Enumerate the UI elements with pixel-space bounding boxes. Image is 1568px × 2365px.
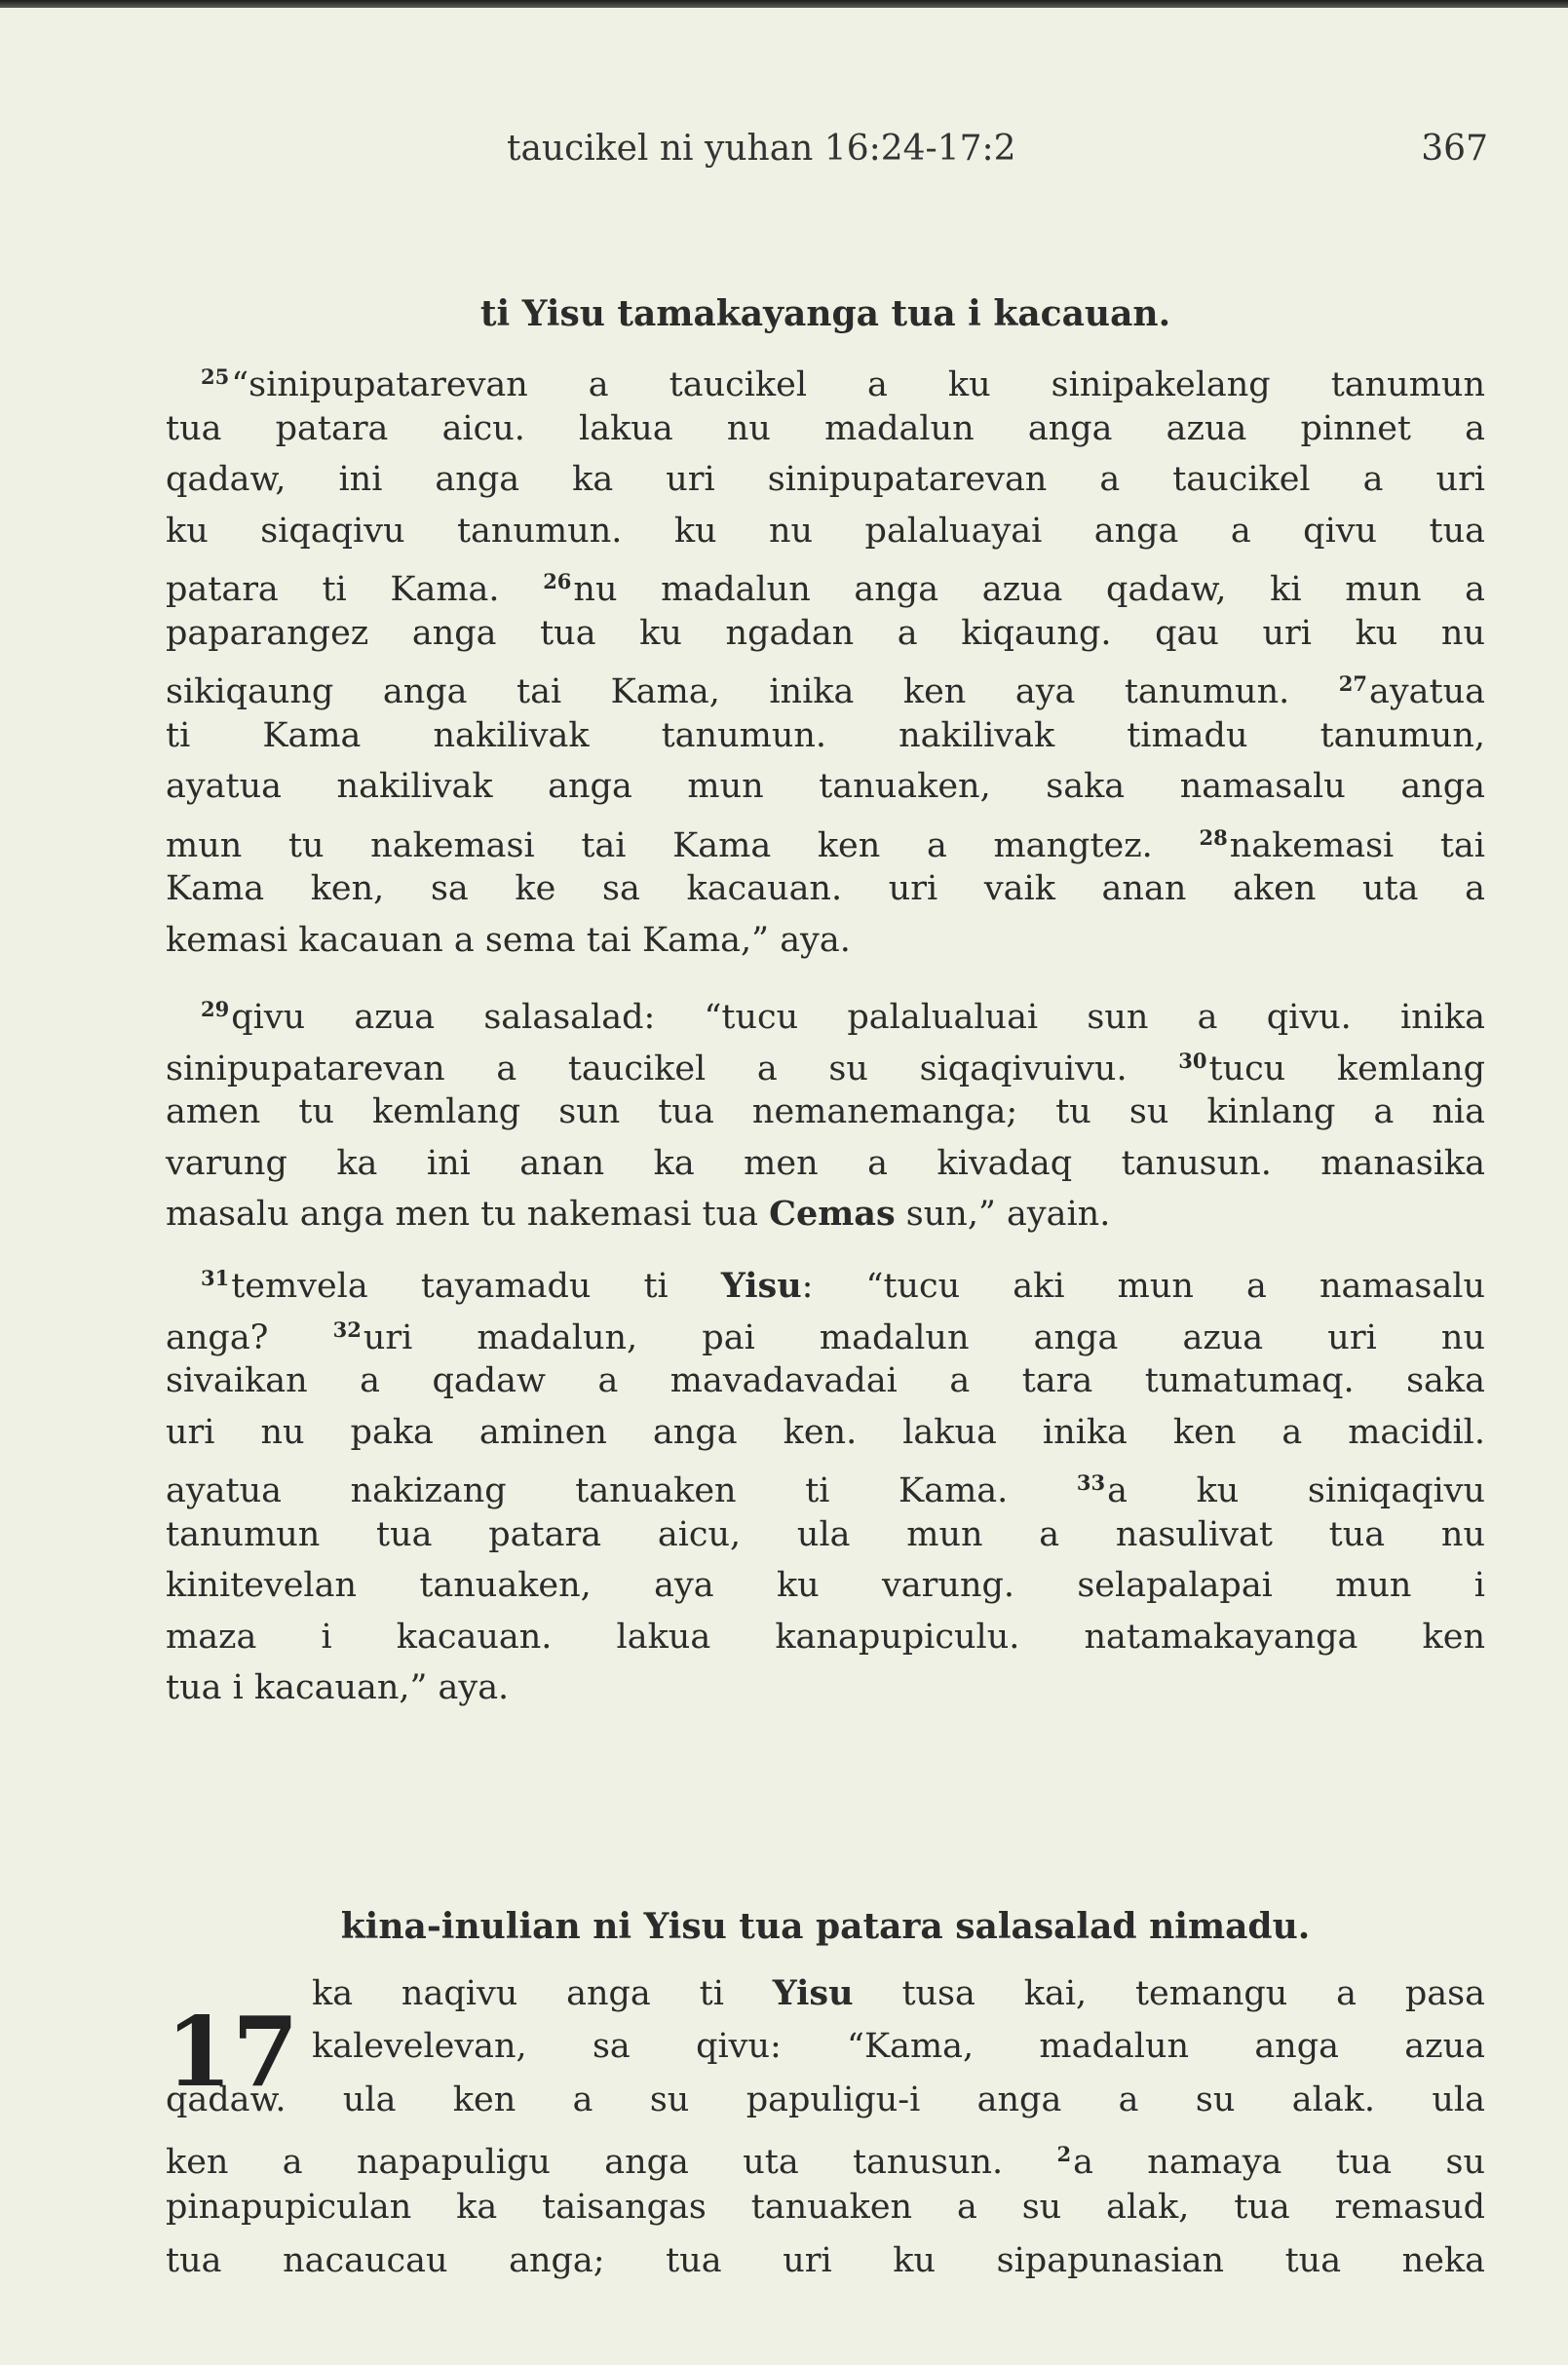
verse-number: 28 — [1199, 824, 1228, 850]
text-run: qadaw, ini anga ka uri sinipupatarevan a taucikel a uri — [166, 460, 1485, 499]
text-line — [166, 863, 1485, 915]
text-line — [166, 2234, 1485, 2288]
text-run: tucu kemlang — [1208, 1049, 1485, 1088]
text-run: temvela tayamadu ti — [231, 1267, 721, 1306]
text-line — [166, 1305, 1485, 1356]
text-line — [166, 710, 1485, 762]
text-run: tanumun tua patara aicu, ula mun a nasulivat tua nu — [166, 1514, 1485, 1554]
verse-number: 29 — [201, 997, 230, 1021]
text-run: uri nu paka aminen anga ken. lakua inika ken a macidil. — [166, 1412, 1485, 1452]
text-run: a namaya tua su — [1073, 2143, 1485, 2182]
text-line — [166, 352, 1485, 403]
text-run: tua patara aicu. lakua nu madalun anga azua pinnet a — [166, 408, 1485, 448]
section-heading: kina-inulian ni Yisu tua patara salasalad nimadu. — [340, 1906, 1311, 1947]
text-run: masalu anga men tu nakemasi tua — [166, 1195, 770, 1234]
text-run: qivu azua salasalad: “tucu palalualuai sun a qivu. inika — [231, 998, 1485, 1037]
text-run: tua nacaucau anga; tua uri ku sipapunasian tua neka — [166, 2241, 1485, 2280]
text-line — [166, 1966, 1485, 2020]
text-line — [166, 1407, 1485, 1459]
text-line — [166, 1560, 1485, 1612]
bold-name: Cemas — [769, 1194, 896, 1234]
bold-name: Yisu — [772, 1973, 854, 2013]
verse-number: 32 — [332, 1316, 362, 1342]
text-run: tua i kacauan,” aya. — [166, 1668, 510, 1707]
text-run: mun tu nakemasi tai Kama ken a mangtez. — [166, 825, 1200, 865]
text-run: a ku siniqaqivu — [1107, 1471, 1485, 1510]
text-run: uri madalun, pai madalun anga azua uri nu — [363, 1317, 1485, 1357]
text-run: maza i kacauan. lakua kanapupiculu. natamakayanga ken — [166, 1617, 1485, 1657]
text-line — [166, 761, 1485, 813]
verse-number: 2 — [1056, 2142, 1072, 2166]
paragraph — [166, 352, 1485, 966]
paragraph — [166, 1253, 1485, 1714]
text-run: kemasi kacauan a sema tai Kama,” aya. — [166, 920, 851, 960]
text-run: ayatua — [1369, 672, 1485, 711]
verse-number: 25 — [201, 364, 230, 389]
text-run: sinipupatarevan a taucikel a su siqaqivuivu. — [166, 1049, 1179, 1088]
text-line — [166, 1509, 1485, 1561]
section-heading: ti Yisu tamakayanga tua i kacauan. — [479, 293, 1171, 334]
chapter-number: 17 — [166, 1997, 299, 2109]
text-line — [166, 984, 1485, 1036]
text-line — [166, 1087, 1485, 1138]
page-number: 367 — [1421, 129, 1488, 169]
text-line — [166, 1036, 1485, 1087]
text-run: amen tu kemlang sun tua nemanemanga; tu su kinlang a nia — [166, 1092, 1485, 1131]
text-run: anga? — [166, 1317, 333, 1357]
text-run: ku siqaqivu tanumun. ku nu palaluayai anga a qivu tua — [166, 511, 1485, 551]
text-line — [166, 1253, 1485, 1305]
text-run: sikiqaung anga tai Kama, inika ken aya tanumun. — [166, 672, 1339, 711]
text-run: nu madalun anga azua qadaw, ki mun a — [573, 570, 1485, 609]
chapter-paragraph — [166, 1966, 1485, 2288]
text-run: varung ka ini anan ka men a kivadaq tanusun. manasika — [166, 1143, 1485, 1183]
verse-number: 26 — [543, 569, 572, 593]
text-run: ka naqivu anga ti — [312, 1974, 773, 2013]
text-line — [166, 659, 1485, 710]
text-line — [166, 915, 1485, 967]
page-edge — [0, 0, 1568, 8]
text-run: tusa kai, temangu a pasa — [853, 1974, 1485, 2013]
text-run: pinapupiculan ka taisangas tanuaken a su alak, tua remasud — [166, 2188, 1485, 2227]
verse-number: 33 — [1076, 1470, 1106, 1495]
text-line — [166, 1189, 1485, 1240]
running-header: taucikel ni yuhan 16:24-17:2 — [507, 129, 1016, 169]
text-line — [166, 506, 1485, 557]
text-run: ayatua nakilivak anga mun tanuaken, saka namasalu anga — [166, 767, 1485, 806]
text-run: qadaw. ula ken a su papuligu-i anga a su alak. ula — [166, 2080, 1485, 2119]
text-run: kinitevelan tanuaken, aya ku varung. selapalapai mun i — [166, 1566, 1485, 1605]
text-line — [166, 403, 1485, 455]
text-run: paparangez anga tua ku ngadan a kiqaung. qau uri ku nu — [166, 613, 1485, 653]
text-run: ayatua nakizang tanuaken ti Kama. — [166, 1471, 1077, 1510]
text-run: : “tucu aki mun a namasalu — [801, 1267, 1485, 1306]
text-line — [166, 1612, 1485, 1663]
text-line — [166, 813, 1485, 864]
text-line — [166, 454, 1485, 506]
text-line — [166, 556, 1485, 608]
text-line — [166, 2181, 1485, 2234]
text-run: sun,” ayain. — [895, 1195, 1111, 1234]
paragraph — [166, 984, 1485, 1240]
text-run: ken a napapuligu anga uta tanusun. — [166, 2143, 1057, 2182]
text-line — [166, 1138, 1485, 1190]
verse-number: 31 — [201, 1266, 230, 1290]
text-run: patara ti Kama. — [166, 570, 544, 609]
text-line — [166, 608, 1485, 660]
text-run: nakemasi tai — [1229, 825, 1485, 865]
text-run: sivaikan a qadaw a mavadavadai a tara tumatumaq. saka — [166, 1361, 1485, 1400]
bold-name: Yisu — [720, 1266, 802, 1306]
text-run: ti Kama nakilivak tanumun. nakilivak timadu tanumun, — [166, 715, 1485, 755]
verse-number: 27 — [1338, 671, 1368, 696]
text-line — [166, 1355, 1485, 1407]
text-line — [166, 2074, 1485, 2127]
text-run: Kama ken, sa ke sa kacauan. uri vaik anan aken uta a — [166, 869, 1485, 908]
text-line — [166, 1458, 1485, 1509]
text-line — [166, 2127, 1485, 2181]
text-line — [166, 1662, 1485, 1714]
text-run: “sinipupatarevan a taucikel a ku sinipakelang tanumun — [231, 365, 1485, 404]
verse-number: 30 — [1178, 1048, 1207, 1073]
text-line — [166, 2020, 1485, 2074]
text-run: kalevelevan, sa qivu: “Kama, madalun anga azua — [312, 2027, 1485, 2066]
